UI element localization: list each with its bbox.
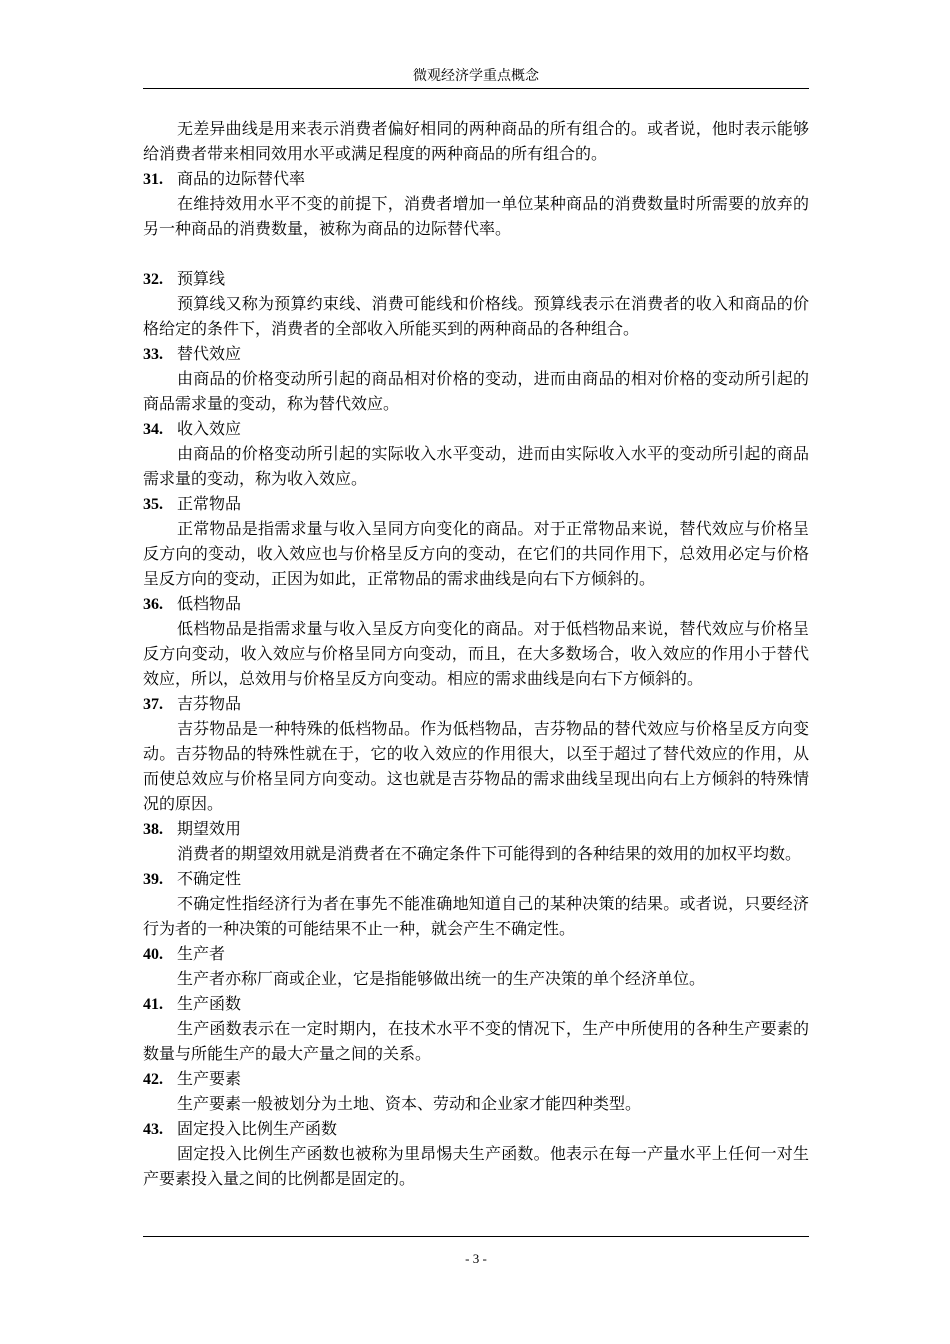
term-entry bbox=[143, 991, 809, 1066]
term-title: 生产函数 bbox=[177, 994, 242, 1013]
term-title: 吉芬物品 bbox=[177, 694, 242, 713]
term-number: 35. bbox=[143, 496, 163, 513]
term-title: 收入效应 bbox=[177, 419, 242, 438]
term-number: 32. bbox=[143, 271, 163, 288]
term-entry bbox=[143, 166, 809, 241]
term-number: 34. bbox=[143, 421, 163, 438]
term-title: 低档物品 bbox=[177, 594, 242, 613]
term-definition: 由商品的价格变动所引起的实际收入水平变动，进而由实际收入水平的变动所引起的商品需求量的变动，称为收入效应。 bbox=[143, 444, 809, 488]
footer-divider bbox=[143, 1236, 809, 1237]
term-definition: 不确定性指经济行为者在事先不能准确地知道自己的某种决策的结果。或者说，只要经济行为者的一种决策的可能结果不止一种，就会产生不确定性。 bbox=[143, 894, 809, 938]
term-entry bbox=[143, 816, 809, 866]
term-definition: 吉芬物品是一种特殊的低档物品。作为低档物品，吉芬物品的替代效应与价格呈反方向变动。吉芬物品的特殊性就在于，它的收入效应的作用很大，以至于超过了替代效应的作用，从而使总效应与价格呈同方向变动。这也就是吉芬物品的需求曲线呈现出向右上方倾斜的特殊情况的原因。 bbox=[143, 719, 809, 813]
intro-paragraph: 无差异曲线是用来表示消费者偏好相同的两种商品的所有组合的。或者说，他时表示能够给消费者带来相同效用水平或满足程度的两种商品的所有组合的。 bbox=[143, 119, 809, 163]
term-definition: 固定投入比例生产函数也被称为里昂惕夫生产函数。他表示在每一产量水平上任何一对生产要素投入量之间的比例都是固定的。 bbox=[143, 1144, 809, 1188]
term-entry bbox=[143, 341, 809, 416]
term-number: 31. bbox=[143, 171, 163, 188]
term-entry bbox=[143, 416, 809, 491]
term-definition: 由商品的价格变动所引起的商品相对价格的变动，进而由商品的相对价格的变动所引起的商品需求量的变动，称为替代效应。 bbox=[143, 369, 809, 413]
term-title: 固定投入比例生产函数 bbox=[177, 1119, 338, 1138]
term-definition: 生产者亦称厂商或企业，它是指能够做出统一的生产决策的单个经济单位。 bbox=[177, 969, 706, 988]
term-title: 预算线 bbox=[177, 269, 226, 288]
header-divider bbox=[143, 88, 809, 89]
term-number: 43. bbox=[143, 1121, 163, 1138]
blank-line bbox=[143, 241, 809, 266]
term-number: 42. bbox=[143, 1071, 163, 1088]
page-number: - 3 - bbox=[465, 1251, 487, 1266]
term-number: 41. bbox=[143, 996, 163, 1013]
term-entry bbox=[143, 491, 809, 591]
term-number: 36. bbox=[143, 596, 163, 613]
term-entry bbox=[143, 1116, 809, 1191]
term-title: 期望效用 bbox=[177, 819, 242, 838]
term-definition: 生产函数表示在一定时期内，在技术水平不变的情况下，生产中所使用的各种生产要素的数量与所能生产的最大产量之间的关系。 bbox=[143, 1019, 809, 1063]
term-entry bbox=[143, 866, 809, 941]
term-title: 替代效应 bbox=[177, 344, 242, 363]
term-title: 正常物品 bbox=[177, 494, 242, 513]
document-body bbox=[143, 116, 809, 1191]
term-title: 不确定性 bbox=[177, 869, 242, 888]
term-entry bbox=[143, 591, 809, 691]
term-definition: 低档物品是指需求量与收入呈反方向变化的商品。对于低档物品来说，替代效应与价格呈反方向变动，收入效应与价格呈同方向变动，而且，在大多数场合，收入效应的作用小于替代效应，所以，总效用与价格呈反方向变动。相应的需求曲线是向右下方倾斜的。 bbox=[143, 619, 809, 688]
term-number: 39. bbox=[143, 871, 163, 888]
term-entry bbox=[143, 266, 809, 341]
term-definition: 生产要素一般被划分为土地、资本、劳动和企业家才能四种类型。 bbox=[177, 1094, 642, 1113]
term-definition: 正常物品是指需求量与收入呈同方向变化的商品。对于正常物品来说，替代效应与价格呈反方向的变动，收入效应也与价格呈反方向的变动，在它们的共同作用下，总效用必定与价格呈反方向的变动，正因为如此，正常物品的需求曲线是向右下方倾斜的。 bbox=[143, 519, 809, 588]
term-definition: 预算线又称为预算约束线、消费可能线和价格线。预算线表示在消费者的收入和商品的价格给定的条件下，消费者的全部收入所能买到的两种商品的各种组合。 bbox=[143, 294, 809, 338]
term-title: 生产要素 bbox=[177, 1069, 242, 1088]
term-title: 生产者 bbox=[177, 944, 226, 963]
term-entry bbox=[143, 941, 809, 991]
term-number: 40. bbox=[143, 946, 163, 963]
term-definition: 消费者的期望效用就是消费者在不确定条件下可能得到的各种结果的效用的加权平均数。 bbox=[177, 844, 802, 863]
term-definition: 在维持效用水平不变的前提下，消费者增加一单位某种商品的消费数量时所需要的放弃的另一种商品的消费数量，被称为商品的边际替代率。 bbox=[143, 194, 809, 238]
term-number: 38. bbox=[143, 821, 163, 838]
term-entry bbox=[143, 1066, 809, 1116]
term-title: 商品的边际替代率 bbox=[177, 169, 306, 188]
term-entry bbox=[143, 691, 809, 816]
term-number: 33. bbox=[143, 346, 163, 363]
term-number: 37. bbox=[143, 696, 163, 713]
page-header-title: 微观经济学重点概念 bbox=[413, 68, 539, 84]
